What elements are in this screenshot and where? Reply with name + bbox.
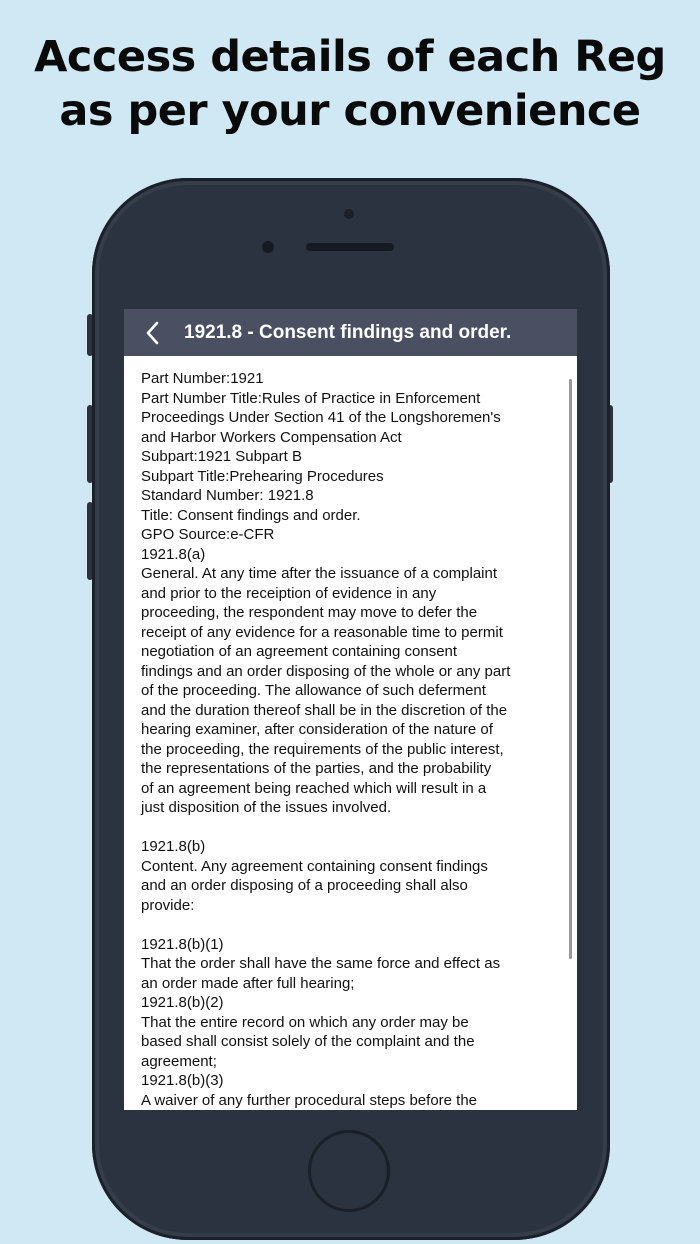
text-line: the representations of the parties, and the probability — [141, 760, 492, 777]
headline-line-2: as per your convenience — [59, 86, 641, 136]
front-camera — [344, 209, 354, 219]
navigation-bar — [124, 309, 577, 356]
text-line: General. At any time after the issuance of a complaint — [141, 565, 498, 582]
text-line: and the duration thereof shall be in the discretion of the — [141, 701, 508, 719]
text-line: receipt of any evidence for a reasonable time to permit — [141, 623, 503, 641]
headline — [0, 30, 700, 138]
text-line: based shall consist solely of the complaint and the — [141, 1033, 475, 1050]
text-line: hearing examiner, after consideration of the nature of — [141, 721, 493, 738]
text-line: of the proceeding. The allowance of such deferment — [141, 682, 486, 699]
text-line: negotiation of an agreement containing consent — [141, 643, 458, 660]
text-line: provide: — [141, 896, 195, 914]
text-line: the proceeding, the requirements of the public interest, — [141, 740, 504, 758]
text-line: 1921.8(b) — [141, 838, 206, 855]
text-line: proceeding, the respondent may move to defer the — [141, 604, 478, 621]
proximity-sensor — [262, 241, 274, 253]
text-line: 1921.8(a) — [141, 545, 206, 563]
text-line: That the order shall have the same force and effect as — [141, 955, 501, 972]
text-line: That the entire record on which any order may be — [141, 1013, 469, 1031]
paragraph-gap — [141, 915, 566, 935]
text-line: and Harbor Workers Compensation Act — [141, 428, 402, 446]
text-line: 1921.8(b)(3) — [141, 1072, 224, 1089]
text-line: and an order disposing of a proceeding shall also — [141, 877, 468, 894]
text-line: just disposition of the issues involved. — [141, 799, 392, 816]
text-line: Content. Any agreement containing consent findings — [141, 857, 488, 875]
text-line: and prior to the receiption of evidence in any — [141, 584, 437, 602]
text-line: Subpart Title:Prehearing Procedures — [141, 467, 384, 485]
chevron-left-icon[interactable] — [142, 320, 166, 346]
text-line: Standard Number: 1921.8 — [141, 487, 314, 504]
text-line: 1921.8(b)(2) — [141, 994, 224, 1011]
text-line: 1921.8(b)(1) — [141, 935, 224, 953]
page-title: 1921.8 - Consent findings and order. — [184, 322, 512, 343]
regulation-text — [141, 369, 566, 1110]
app-screen — [124, 309, 577, 1110]
paragraph-gap — [141, 818, 566, 838]
text-line: agreement; — [141, 1052, 217, 1070]
home-button[interactable] — [308, 1130, 390, 1212]
text-line: an order made after full hearing; — [141, 974, 355, 992]
text-line: GPO Source:e-CFR — [141, 526, 275, 543]
earpiece-speaker — [306, 243, 394, 251]
text-line: Subpart:1921 Subpart B — [141, 448, 302, 465]
text-line: Part Number Title:Rules of Practice in Enforcement — [141, 389, 481, 407]
text-line: A waiver of any further procedural steps before the — [141, 1091, 478, 1109]
headline-line-1: Access details of each Reg — [34, 32, 666, 82]
text-line: Proceedings Under Section 41 of the Longshoremen's — [141, 409, 501, 426]
text-line: Title: Consent findings and order. — [141, 506, 361, 524]
text-line: findings and an order disposing of the whole or any part — [141, 662, 511, 680]
text-line: of an agreement being reached which will result in a — [141, 779, 487, 797]
text-line: Part Number:1921 — [141, 370, 264, 387]
scrollbar[interactable] — [569, 379, 572, 959]
